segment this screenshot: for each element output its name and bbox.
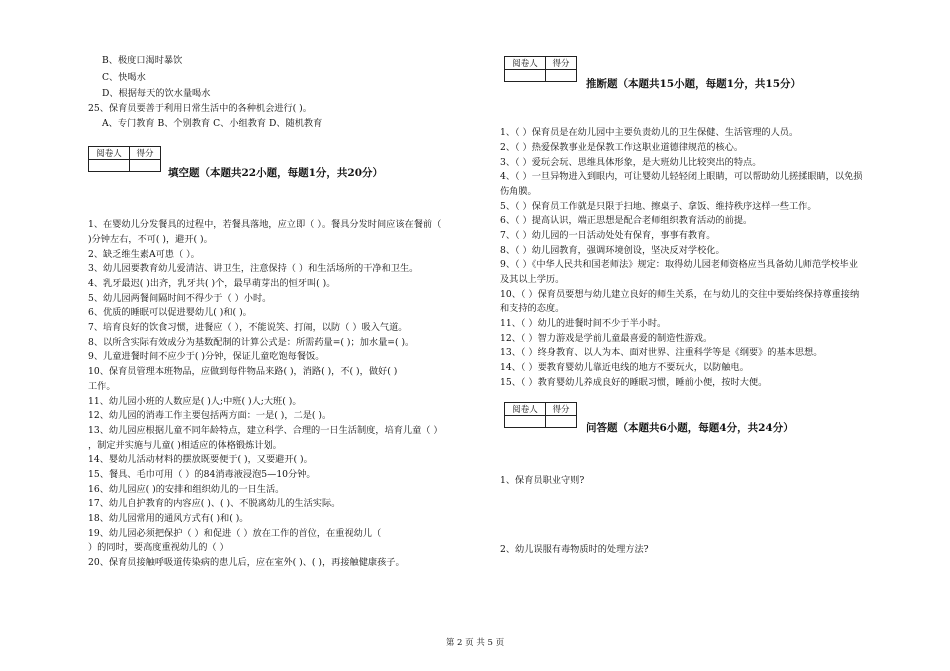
score-box bbox=[88, 146, 161, 172]
judge-line: 5、（ ）保育员工作就是只限于扫地、擦桌子、拿饭、维持秩序这样一些工作。 bbox=[500, 201, 817, 212]
fill-line: 20、保育员接触呼吸道传染病的患儿后，应在室外( )、( )，再接触健康孩子。 bbox=[88, 557, 405, 568]
judge-line: 2、（ ）热爱保教事业是保教工作这职业道德律规范的核心。 bbox=[500, 142, 744, 153]
judge-line: 及其以上学历。 bbox=[500, 274, 565, 285]
fill-line: 2、缺乏维生素A可患（ ）。 bbox=[88, 249, 200, 260]
fill-line: ）的同时，要高度重视幼儿的（ ） bbox=[88, 542, 229, 553]
fill-line: 10、保育员管理本班物品，应做到每件物品来路( )，消路( )，不( )，做好( ) bbox=[88, 366, 398, 377]
score-cell bbox=[546, 416, 577, 428]
fill-line: 18、幼儿园常用的通风方式有( )和( )。 bbox=[88, 513, 249, 524]
fill-line: 8、以所含实际有效成分为基数配制的计算公式是：所需药量=( )；加水量=( )。 bbox=[88, 337, 415, 348]
judge-line: 8、（ ）幼儿园教育，强调环境创设，坚决反对学校化。 bbox=[500, 245, 725, 256]
score-label: 得分 bbox=[130, 147, 161, 160]
reviewer-cell bbox=[89, 160, 130, 172]
reviewer-label: 阅卷人 bbox=[505, 57, 546, 70]
judge-line: 11、（ ）幼儿的进餐时间不少于半小时。 bbox=[500, 318, 667, 329]
judge-line: 伤角膜。 bbox=[500, 186, 537, 197]
fill-line: 5、幼儿园两餐间隔时间不得少于（ ）小时。 bbox=[88, 293, 272, 304]
fill-line: 14、婴幼儿活动材料的摆放既要便于( )，又要避开( )。 bbox=[88, 454, 313, 465]
judge-line: 6、（ ）提高认识，端正思想是配合老师组织教育活动的前提。 bbox=[500, 215, 753, 226]
reviewer-cell bbox=[505, 416, 546, 428]
fill-line: 15、餐具、毛巾可用（ ）的84消毒液浸泡5—10分钟。 bbox=[88, 469, 316, 480]
judge-line: 12、（ ）智力游戏是学前儿童最喜爱的制造性游戏。 bbox=[500, 333, 713, 344]
fill-line: 3、幼儿园要教育幼儿爱清洁、讲卫生，注意保持（ ）和生活场所的干净和卫生。 bbox=[88, 263, 419, 274]
fill-line: 4、乳牙最迟( )出齐，乳牙共( )个，最早萌芽出的恒牙叫( )。 bbox=[88, 278, 336, 289]
option-line: A、专门教育 B、个别教育 C、小组教育 D、随机教育 bbox=[102, 118, 323, 129]
qa-line: 1、保育员职业守则? bbox=[500, 475, 585, 486]
judge-line: 和支持的态度。 bbox=[500, 303, 565, 314]
fill-line: 16、幼儿园应( )的安排和组织幼儿的一日生活。 bbox=[88, 484, 285, 495]
score-cell bbox=[130, 160, 161, 172]
judge-line: 7、（ ）幼儿园的一日活动处处有保育，事事有教育。 bbox=[500, 230, 716, 241]
fill-line: 工作。 bbox=[88, 381, 116, 392]
fill-line: ，制定并实施与儿童( )相适应的体格锻炼计划。 bbox=[88, 440, 282, 451]
fill-section-title: 填空题（本题共22小题，每题1分，共20分） bbox=[168, 167, 384, 179]
fill-line: )分钟左右，不可( )，避开( )。 bbox=[88, 234, 213, 245]
reviewer-label: 阅卷人 bbox=[89, 147, 130, 160]
judge-line: 10、（ ）保育员要想与幼儿建立良好的师生关系，在与幼儿的交往中要始终保持尊重接纳 bbox=[500, 289, 860, 300]
judge-line: 1、（ ）保育员是在幼儿园中主要负责幼儿的卫生保健、生活管理的人员。 bbox=[500, 127, 799, 138]
page-footer: 第 2 页 共 5 页 bbox=[445, 638, 505, 648]
score-box bbox=[504, 402, 577, 428]
score-box bbox=[504, 56, 577, 82]
judge-line: 9、（ ）《中华人民共和国老师法》规定：取得幼儿园老师资格应当具备幼儿师范学校毕业 bbox=[500, 259, 858, 270]
score-cell bbox=[546, 70, 577, 82]
fill-line: 11、幼儿园小班的人数应是( )人;中班( )人;大班( )。 bbox=[88, 396, 302, 407]
fill-line: 1、在婴幼儿分发餐具的过程中，若餐具落地，应立即（ ）。餐具分发时间应该在餐前（ bbox=[88, 219, 442, 230]
score-label: 得分 bbox=[546, 57, 577, 70]
judge-line: 3、（ ）爱玩会玩、思维具体形象，是大班幼儿比较突出的特点。 bbox=[500, 157, 762, 168]
fill-line: 6、优质的睡眠可以促进婴幼儿( )和( )。 bbox=[88, 307, 252, 318]
reviewer-cell bbox=[505, 70, 546, 82]
question-line: 25、保育员要善于利用日常生活中的各种机会进行( )。 bbox=[88, 103, 312, 114]
fill-line: 9、儿童进餐时间不应少于( )分钟，保证儿童吃饱每餐饭。 bbox=[88, 351, 325, 362]
judge-section-title: 推断题（本题共15小题，每题1分，共15分） bbox=[586, 78, 802, 90]
reviewer-label: 阅卷人 bbox=[505, 403, 546, 416]
fill-line: 17、幼儿自护教育的内容应( )、( )、不脱离幼儿的生活实际。 bbox=[88, 498, 341, 509]
judge-line: 15、（ ）教育婴幼儿养成良好的睡眠习惯，睡前小便，按时大便。 bbox=[500, 377, 768, 388]
option-line: B、极度口渴时暴饮 bbox=[102, 55, 183, 66]
fill-line: 13、幼儿园应根据儿童不同年龄特点，建立科学、合理的一日生活制度，培育儿童（ ） bbox=[88, 425, 443, 436]
judge-line: 4、（ ）一旦异物进入到眼内，可让婴幼儿轻轻闭上眼睛，可以帮助幼儿搓揉眼睛，以免损 bbox=[500, 171, 863, 182]
fill-line: 12、幼儿园的消毒工作主要包括两方面：一是( )，二是( )。 bbox=[88, 410, 332, 421]
judge-line: 13、（ ）终身教育、以人为本、面对世界、注重科学等是《纲要》的基本思想。 bbox=[500, 347, 823, 358]
option-line: D、根据每天的饮水量喝水 bbox=[102, 88, 211, 99]
qa-line: 2、幼儿误服有毒物质时的处理方法? bbox=[500, 544, 649, 555]
fill-line: 7、培育良好的饮食习惯，进餐应（ ），不能说笑、打闹，以防（ ）吸入气道。 bbox=[88, 322, 408, 333]
score-label: 得分 bbox=[546, 403, 577, 416]
option-line: C、快喝水 bbox=[102, 72, 146, 83]
qa-section-title: 问答题（本题共6小题，每题4分，共24分） bbox=[586, 422, 794, 434]
judge-line: 14、（ ）要教育婴幼儿靠近电线的地方不要玩火，以防触电。 bbox=[500, 362, 749, 373]
fill-line: 19、幼儿园必须把保护（ ）和促进（ ）放在工作的首位，在重视幼儿（ bbox=[88, 528, 382, 539]
